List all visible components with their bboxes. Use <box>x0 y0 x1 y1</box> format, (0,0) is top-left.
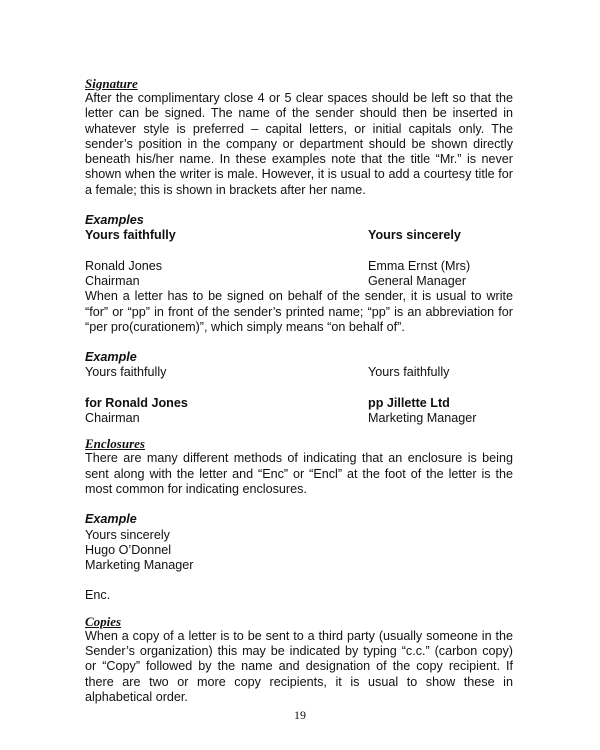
name-left: Ronald Jones <box>85 258 163 273</box>
close-right: Yours faithfully <box>368 365 450 380</box>
copies-heading: Copies <box>85 613 122 629</box>
title-right: Marketing Manager <box>368 411 477 426</box>
example-close-row <box>85 365 513 380</box>
enclosures-paragraph: There are many different methods of indicating that an enclosure is being sent along with the letter and “Enc” or “Encl” at the foot of the letter is the most common for indicating enclosures. <box>85 451 513 496</box>
example-heading: Example <box>85 512 137 527</box>
example-name: Hugo O’Donnel <box>85 542 172 557</box>
examples-name-row <box>85 259 513 274</box>
close-left: Yours faithfully <box>85 365 167 380</box>
example-title: Marketing Manager <box>85 558 194 573</box>
signature-heading: Signature <box>85 76 138 91</box>
signature-paragraph: After the complimentary close 4 or 5 clear spaces should be left so that the letter can be signed. The name of the sender should then be inserted in whatever style is preferred – capital letters, or initial capitals only. The sender’s position in the company or department should be shown directly beneath his/her name. In these examples note that the title “Mr.” is never shown when the writer is male. However, it is usual to add a courtesy title for a female; this is shown in brackets after her name. <box>85 91 513 197</box>
example-close: Yours sincerely <box>85 527 170 542</box>
title-right: General Manager <box>368 273 467 288</box>
examples-heading: Examples <box>85 213 144 228</box>
name-left: for Ronald Jones <box>85 395 188 410</box>
name-right: Emma Ernst (Mrs) <box>368 258 471 273</box>
example-name-row <box>85 396 513 411</box>
example-title-row <box>85 411 513 426</box>
name-right: pp Jillette Ltd <box>368 395 450 410</box>
enclosures-heading: Enclosures <box>85 436 145 452</box>
page-number: 19 <box>294 708 306 722</box>
example-heading: Example <box>85 350 137 365</box>
pp-paragraph: When a letter has to be signed on behalf of the sender, it is usual to write “for” or “pp” in front of the sender’s printed name; “pp” is an abbreviation for “per pro(curationem)”, which simply means “on behalf of”. <box>85 289 513 334</box>
examples-title-row <box>85 274 513 289</box>
close-left: Yours faithfully <box>85 228 176 243</box>
close-right: Yours sincerely <box>368 228 461 243</box>
title-left: Chairman <box>85 411 140 426</box>
document-page <box>85 76 513 705</box>
enclosure-marker: Enc. <box>85 588 111 603</box>
examples-close-row <box>85 228 513 243</box>
copies-paragraph: When a copy of a letter is to be sent to a third party (usually someone in the Sender’s organization) this may be indicated by typing “c.c.” (carbon copy) or “Copy” followed by the name and designation of the copy recipient. If there are two or more copy recipients, it is usual to show these in alphabetical order. <box>85 628 513 704</box>
title-left: Chairman <box>85 273 140 288</box>
